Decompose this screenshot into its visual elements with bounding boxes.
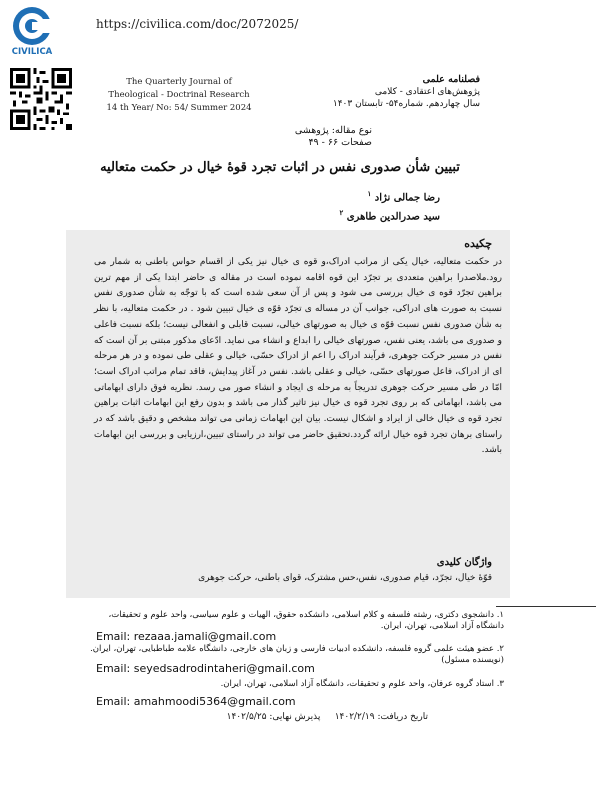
qr-code-icon [10, 68, 72, 130]
article-type-label: نوع مقاله: پژوهشی [294, 125, 372, 136]
journal-header-en [104, 76, 254, 115]
journal-en-line-3: 14 th Year/ No: 54/ Summer 2024 [106, 103, 252, 113]
article-title: تبیین شأن صدوری نفس در اثبات تجرد قوۀ خیال در حکمت متعالیه [100, 160, 460, 175]
qr-code [10, 68, 72, 130]
footnote-2: ۲. عضو هیئت علمی گروه فلسفه، دانشکده ادبیات فارسی و زبان های خارجی، دانشگاه علامه طباطبایی، تهران، ایران. (نویسنده مسئول) [90, 644, 504, 665]
journal-en-line-1: The Quarterly Journal of [126, 77, 232, 87]
abstract-heading: چکیده [464, 237, 492, 250]
journal-fa-line-3: سال چهاردهم. شماره۵۴- تابستان ۱۴۰۳ [332, 99, 480, 109]
received-date: تاریخ دریافت: ۱۴۰۲/۲/۱۹ [334, 712, 428, 722]
page-range: صفحات ۶۶ - ۴۹ [308, 137, 372, 148]
civilica-logo-text: CIVILICA [11, 47, 53, 57]
accepted-date: پذیرش نهایی: ۱۴۰۲/۵/۲۵ [226, 712, 321, 722]
article-dates [227, 712, 428, 723]
civilica-logo[interactable] [6, 4, 58, 62]
journal-header-fa [333, 74, 480, 110]
abstract-text: در حکمت متعالیه، خیال یکی از مراتب ادراک،و قوه ی خیال نیز یکی از اقسام حواس باطنی به شمار می رود.ملاصدرا براهین متعددی بر تجرّد این قوه اقامه نموده است در مقاله ی حاضر ابتدا یکی از مهم ترین براهین تجرّد قوه ی خیال بررسی می شود و پس از آن سعی شده است که با توجّه به شأن صدوری نفس نسبت به صورت های ادراکی، جوانب آن در مساله ی تجرّد قوّه ی خیال تبیین شود . در حکمت متعالیه، با نظر به شأن صدوری نفس نسبت قوّه ی خیال به صورتهای خیالی، نسبت قابلی و انفعالی نیست؛ بلکه نسبت فاعلی و صدوری می باشد، یعنی نفس، صورتهای خیالی را ابداع و انشاء می نماید. ادّعای مذکور مبتنی بر آن است که نفس در مسیر حرکت جوهری، فرآیند ادراک را اعم از ادراک حسّی، خیالی و عقلی طی نموده و در هر مرحله ای از ادراک، فاعل صورتهای حسّی، خیالی و عقلی باشد. نفس در آغاز پیدایش، فاقد تمام مراتب ادراک است؛ امّا در طی مسیر حرکت جوهری تدریجاً به مرحله ی ایجاد و انشاء صور می رسد. نظریه فوق دارای ابهاماتی می باشد، ابهاماتی که بر روی تجرد قوه ی خیال نیز تاثیر گذار می باشد و بدون رفع این ابهامات اثبات براهین تجرد قوه ی خیال خالی از ایراد و اشکال نیست. بیان این ابهامات زمانی می تواند مشخص و دقیق باشد که در راستای برهان تجرد قوه خیال ارائه گردد.تحقیق حاضر می تواند در راستای تبیین،ارزیابی و بررسی این ابهامات باشد. [94, 257, 502, 456]
keywords-heading: واژگان کلیدی [436, 557, 492, 568]
journal-fa-line-2: پژوهش‌های اعتقادی - کلامی [374, 87, 480, 97]
footnote-3-email[interactable]: Email: amahmoodi5364@gmail.com [96, 695, 296, 708]
keywords-text: قوّۀ خیال، تجرّد، قیام صدوری، نفس،حس مشترک، قوای باطنی، حرکت جوهری [198, 573, 492, 583]
author-2: سید صدرالدین طاهری $^۲$ [339, 208, 440, 223]
footnote-2-email[interactable]: Email: seyedsadrodintaheri@gmail.com [96, 662, 315, 675]
footnote-1-email[interactable]: Email: rezaaa.jamali@gmail.com [96, 630, 277, 643]
footnote-3: ۳. استاد گروه عرفان، واحد علوم و تحقیقات، دانشگاه آزاد اسلامی، تهران، ایران. [220, 679, 504, 689]
document-url[interactable]: https://civilica.com/doc/2072025/ [96, 17, 299, 31]
journal-fa-line-1: فصلنامه علمی [422, 74, 480, 85]
footnote-1: ۱. دانشجوی دکتری، رشته فلسفه و کلام اسلامی، دانشکده حقوق، الهیات و علوم سیاسی، واحد علوم و تحقیقات، دانشگاه آزاد اسلامی، تهران، ایران. [108, 610, 504, 631]
article-type [295, 125, 372, 149]
journal-en-line-2: Theological - Doctrinal Research [108, 90, 250, 100]
footnote-divider [496, 606, 596, 607]
author-1: رضا جمالی نژاد $^۱$ [367, 189, 440, 204]
